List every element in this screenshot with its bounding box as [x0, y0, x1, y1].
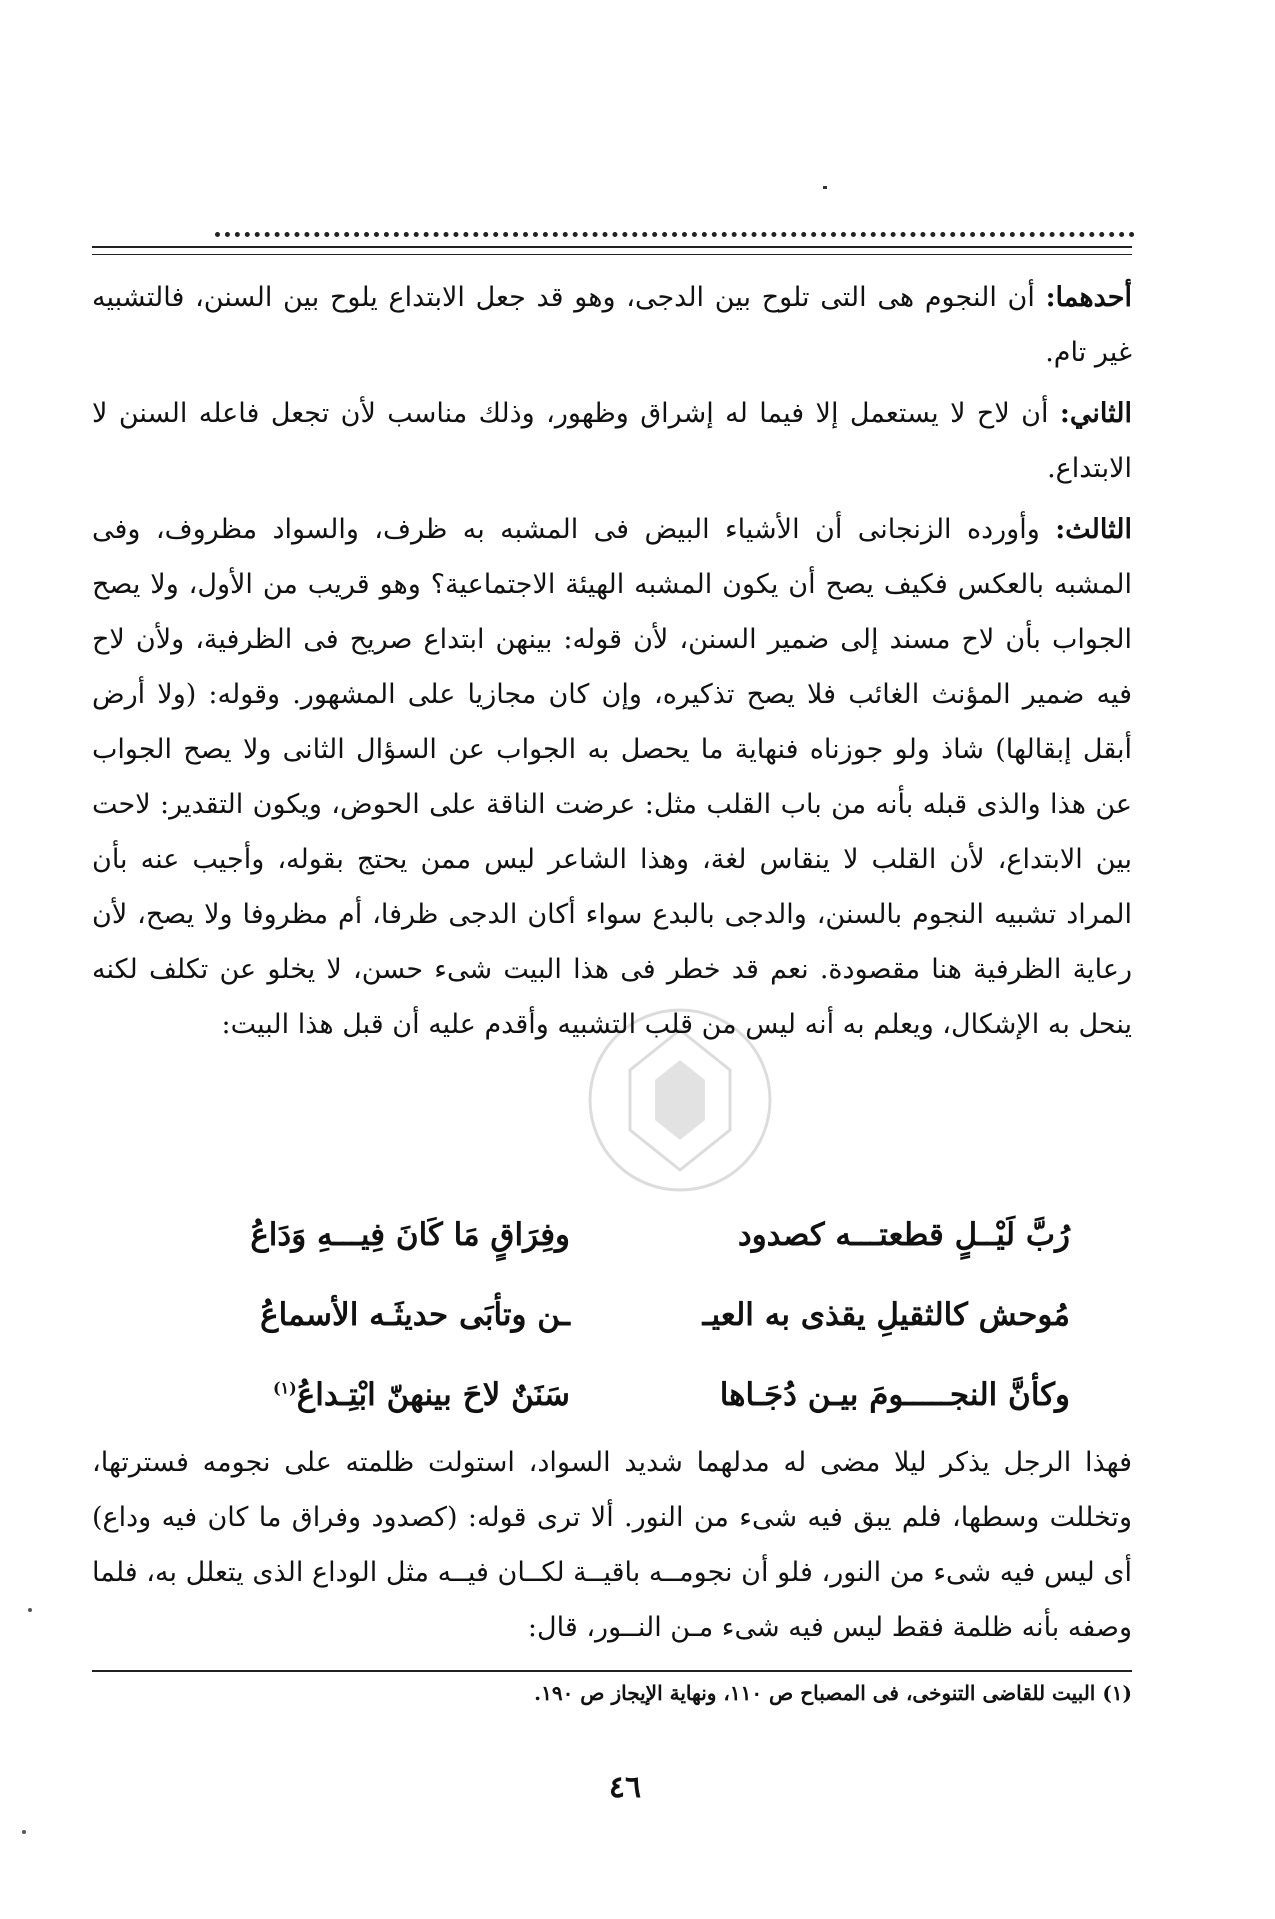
footnote-marker: (١)	[272, 1378, 297, 1398]
footnote: (١) البيت للقاضى التنوخى، فى المصباح ص ١١٠، ونهاية الإيجاز ص ١٩٠.	[534, 1681, 1132, 1705]
verse-second-hemistich: ـن وتأبَى حديثَـه الأسماعُ	[260, 1297, 570, 1333]
poem-verses	[150, 1195, 1070, 1435]
page-number: ٤٦	[608, 1770, 642, 1805]
ink-speck	[28, 1608, 32, 1612]
footnote-separator	[92, 1670, 1132, 1672]
paragraph-text: أن النجوم هى التى تلوح بين الدجى، وهو قد جعل الابتداع يلوح بين السنن، فالتشبيه غير تام.	[92, 282, 1132, 368]
paragraph-text: وأورده الزنجانى أن الأشياء البيض فى المشبه به ظرف، والسواد مظروف، وفى المشبه بالعكس فكيف يصح أن يكون المشبه الهيئة الاجتماعية؟ وهو قريب من الأول، ولا يصح الجواب بأن لاح مسند إلى ضمير السنن، لأن قوله: بينهن ابتداع صريح فى الظرفية، ولأن لاح فيه ضمير المؤنث الغائب فلا يصح تذكيره، وإن كان مجازيا على المشهور. وقوله: (ولا أرض أبقل إبقالها) شاذ ولو جوزناه فنهاية ما يحصل به الجواب عن السؤال الثانى ولا يصح الجواب عن هذا والذى قبله بأنه من باب القلب مثل: عرضت الناقة على الحوض، ويكون التقدير: لاحت بين الابتداع، لأن القلب لا ينقاس لغة، وهذا الشاعر ليس ممن يحتج بقوله، وأجيب عنه بأن المراد تشبيه النجوم بالسنن، والدجى بالبدع سواء أكان الدجى ظرفا، أم مظروفا ولا يصح، لأن رعاية الظرفية هنا مقصودة. نعم قد خطر فى هذا البيت شىء حسن، لا يخلو عن تكلف لكنه ينحل به الإشكال، ويعلم به أنه ليس من قلب التشبيه وأقدم عليه أن قبل هذا البيت:	[92, 514, 1132, 1040]
paragraph-label: الثاني:	[1059, 398, 1132, 429]
verse-second-hemistich	[150, 1377, 570, 1413]
paragraph-label: الثالث:	[1055, 514, 1132, 545]
paragraph-label: أحدهما:	[1045, 282, 1132, 313]
verse-line	[150, 1275, 1070, 1355]
verse-first-hemistich: رُبَّ لَيْــلٍ قطعتـــه كصدود	[737, 1217, 1070, 1253]
header-dotted-rule	[215, 232, 1135, 237]
ink-speck	[22, 1830, 26, 1834]
paragraph-first	[92, 270, 1132, 380]
verse-first-hemistich: وكأنَّ النجـــــومَ بيـن دُجَـاها	[719, 1377, 1070, 1413]
closing-text: فهذا الرجل يذكر ليلا مضى له مدلهما شديد السواد، استولت ظلمته على نجومه فسترتها، وتخللت وسطها، فلم يبق فيه شىء من النور. ألا ترى قوله: (كصدود وفراق ما كان فيه وداع) أى ليس فيه شىء من النور، فلو أن نجومــه باقيــة لكــان فيــه مثل الوداع الذى يتعلل به، فلما وصفه بأنه ظلمة فقط ليس فيه شىء مـن النــور، قال:	[92, 1447, 1132, 1643]
main-text	[92, 270, 1132, 1058]
paragraph-second	[92, 386, 1132, 496]
ink-speck	[823, 186, 827, 189]
verse-second-text: سَنَنٌ لاحَ بينهنّ ابْتِـداعُ	[296, 1377, 570, 1413]
paragraph-third	[92, 502, 1132, 1052]
header-double-rule	[92, 246, 1132, 255]
verse-second-hemistich: وفِرَاقٍ مَا كَانَ فِيـــهِ وَدَاعُ	[250, 1217, 570, 1253]
verse-line	[150, 1355, 1070, 1435]
verse-line	[150, 1195, 1070, 1275]
paragraph-text: أن لاح لا يستعمل إلا فيما له إشراق وظهور، وذلك مناسب لأن تجعل فاعله السنن لا الابتداع.	[92, 398, 1132, 484]
verse-first-hemistich: مُوحش كالثقيلِ يقذى به العيـ	[702, 1297, 1070, 1333]
